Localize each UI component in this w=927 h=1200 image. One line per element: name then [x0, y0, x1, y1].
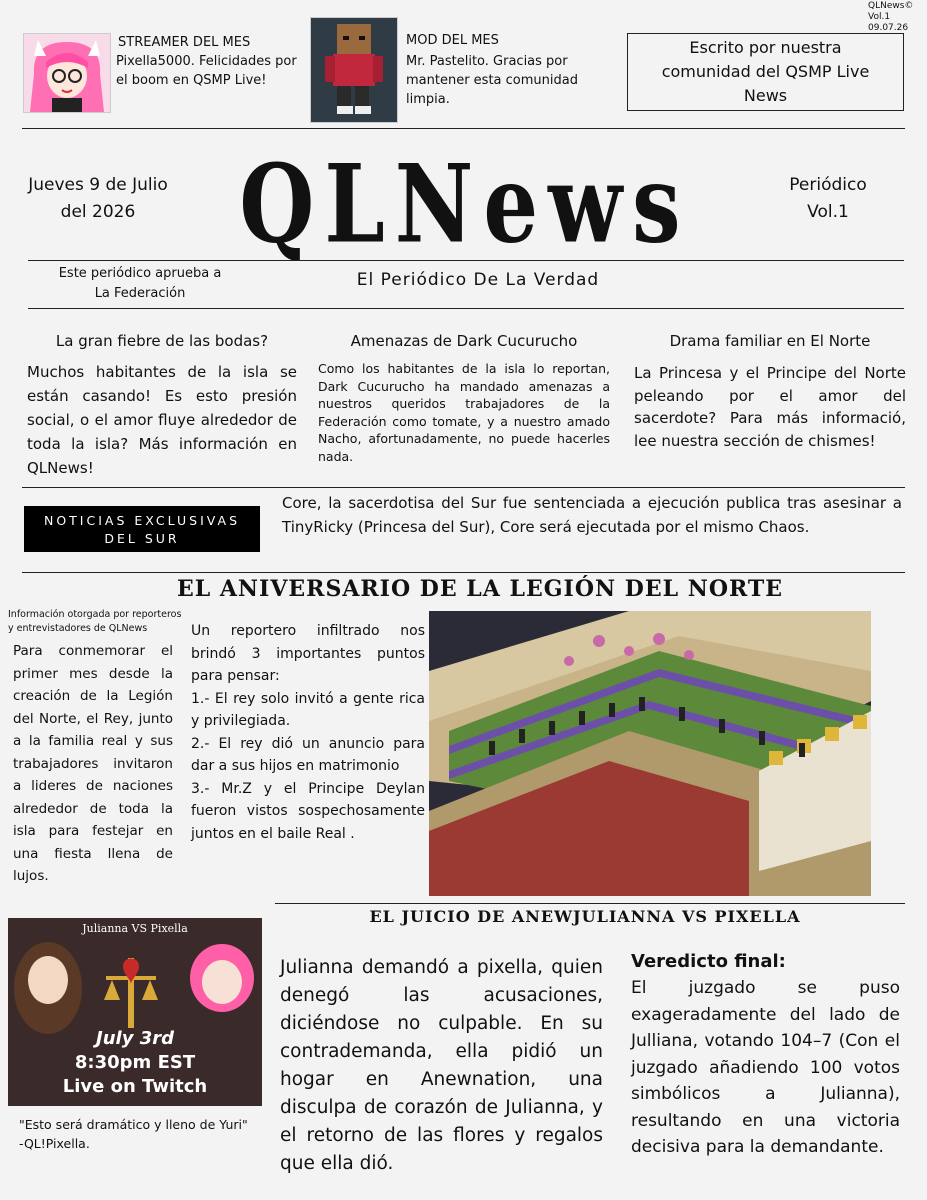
- poster-title: Julianna VS Pixella: [82, 922, 188, 935]
- anniversary-point-2: 2.- El rey dió un anuncio para dar a sus hijos en matrimonio: [191, 735, 425, 774]
- anniversary-point-3: 3.- Mr.Z y el Principe Deylan fueron vistos sospechosamente juntos en el baile Real .: [191, 780, 425, 842]
- anniversary-intro: Un reportero infiltrado nos brindó 3 importantes puntos para pensar:: [191, 623, 425, 684]
- issue-volume-line-1: Periódico: [789, 175, 867, 195]
- trial-body: Julianna demandó a pixella, quien denegó las acusaciones, diciéndose no culpable. En su contrademanda, ella pidió un hogar en Anewnation, una disculpa de corazón de Julianna, y el retorno de las flores y regalos que ella dió.: [280, 957, 603, 1174]
- poster-time: 8:30pm EST: [74, 1052, 196, 1073]
- poster-live: Live on Twitch: [62, 1076, 208, 1097]
- masthead-rule-top: [22, 128, 905, 129]
- exclusive-badge-line-1: NOTICIAS EXCLUSIVAS: [43, 513, 240, 528]
- column-2: [318, 330, 610, 465]
- column-1: [27, 330, 297, 480]
- column-1-body: Muchos habitantes de la isla se están casando! Es esto presión social, o el amor fluye alrededor de toda la isla? Más información en QLNews!: [27, 363, 297, 477]
- column-3-heading: Drama familiar en El Norte: [669, 332, 871, 350]
- issue-date-line-1: Jueves 9 de Julio: [28, 175, 168, 195]
- poster-quote: "Esto será dramático y lleno de Yuri" -QL!Pixella.: [19, 1117, 248, 1151]
- anniversary-point-1: 1.- El rey solo invitó a gente rica y privilegiada.: [191, 690, 425, 729]
- exclusive-rule: [22, 572, 905, 573]
- issue-volume-line-2: Vol.1: [807, 202, 849, 222]
- anniversary-headline: EL ANIVERSARIO DE LA LEGIÓN DEL NORTE: [176, 576, 784, 602]
- streamer-heading: STREAMER DEL MES: [118, 35, 251, 50]
- corner-line-3: 09.07.26: [868, 23, 909, 33]
- verdict-heading: Veredicto final:: [631, 951, 786, 972]
- mod-heading: MOD DEL MES: [406, 33, 499, 48]
- approval-line-2: La Federación: [94, 286, 186, 301]
- community-box-text: Escrito por nuestra comunidad del QSMP Live News: [661, 38, 870, 105]
- anniversary-left-text: Para conmemorar el primer mes desde la creación de la Legión del Norte, el Rey, junto a la familia real y sus trabajadores invitaron a lideres de naciones alrededor de toda la isla para festejar en una fiesta llena de lujos.: [13, 643, 173, 884]
- mod-text: Mr. Pastelito. Gracias por mantener esta comunidad limpia.: [406, 54, 578, 107]
- columns-rule: [22, 487, 905, 488]
- corner-line-1: QLNews©: [868, 1, 914, 11]
- anniversary-mid: [191, 620, 425, 845]
- community-box: [627, 33, 904, 111]
- approval-line-1: Este periódico aprueba a: [58, 266, 222, 281]
- issue-date: [18, 172, 178, 226]
- issue-volume: [758, 172, 898, 226]
- newspaper-title: QLNews: [239, 141, 691, 268]
- column-3-body: La Princesa y el Principe del Norte peleando por el amor del sacerdote? Para más informació, lee nuestra sección de chismes!: [634, 364, 906, 450]
- verdict: [631, 949, 900, 1161]
- corner-credits: [868, 1, 913, 34]
- tagline: El Periódico De La Verdad: [356, 270, 600, 290]
- trial-headline: EL JUICIO DE ANEWJULIANNA VS PIXELLA: [369, 907, 801, 926]
- masthead-rule-bottom: [28, 260, 904, 261]
- exclusive-text: Core, la sacerdotisa del Sur fue sentenciada a ejecución publica tras asesinar a TinyRicky (Princesa del Sur), Core será ejecutada por el mismo Chaos.: [282, 494, 902, 536]
- corner-line-2: Vol.1: [868, 12, 891, 22]
- streamer-text: Pixella5000. Felicidades por el boom en QSMP Live!: [116, 54, 297, 88]
- trial-rule: [275, 903, 905, 904]
- trial-poster: [8, 918, 262, 1106]
- approval-note: [30, 264, 250, 304]
- exclusive-badge: [24, 506, 260, 552]
- minecraft-party-screenshot: [429, 611, 871, 896]
- mod-avatar: [310, 17, 398, 123]
- column-1-heading: La gran fiebre de las bodas?: [55, 332, 269, 350]
- source-note: Información otorgada por reporteros y entrevistadores de QLNews: [8, 609, 182, 634]
- tagline-rule: [28, 308, 904, 309]
- column-2-heading: Amenazas de Dark Cucurucho: [350, 332, 578, 350]
- streamer-avatar: [23, 33, 111, 113]
- column-2-body: Como los habitantes de la isla lo reportan, Dark Cucurucho ha mandado amenazas a nuestros queridos trabajadores de la Federación como tomate, y a nuestro amado Nacho, afortunadamente, no puede hacerles nada.: [318, 361, 610, 464]
- issue-date-line-2: del 2026: [60, 202, 136, 222]
- verdict-body: El juzgado se puso exageradamente del lado de Julliana, votando 104–7 (Con el juzgado añadiendo 100 votos simbólicos a Julianna), resultando en una victoria decisiva para la demandante.: [631, 978, 900, 1157]
- poster-date: July 3rd: [96, 1028, 174, 1049]
- exclusive-badge-line-2: DEL SUR: [104, 531, 180, 546]
- column-3: [634, 330, 906, 452]
